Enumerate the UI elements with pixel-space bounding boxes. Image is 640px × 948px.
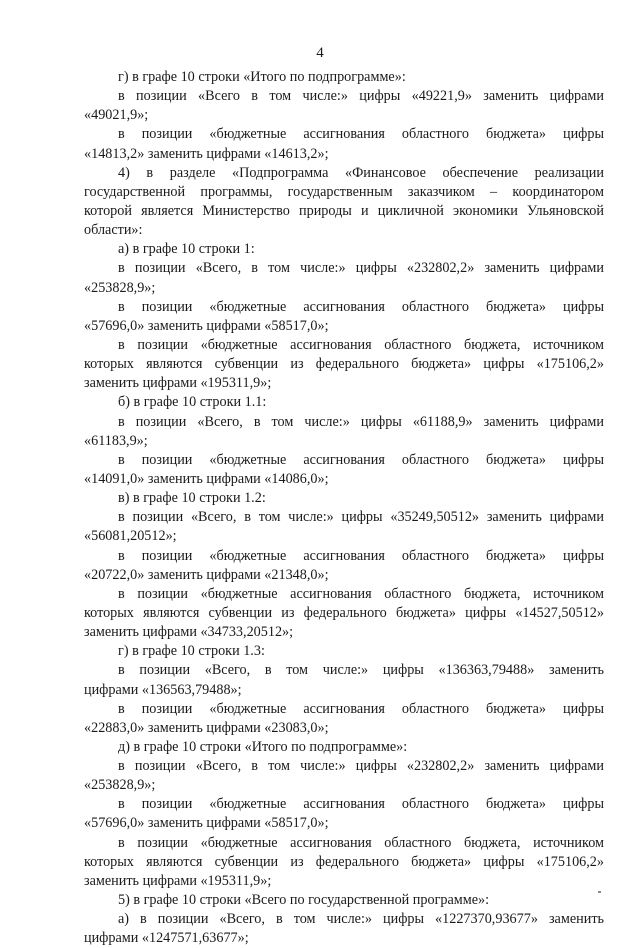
text-line: которых являются субвенции из федерального бюджета» цифры «14527,50512» <box>84 604 604 621</box>
text-line: «253828,9»; <box>84 777 156 794</box>
text-line: «22883,0» заменить цифрами «23083,0»; <box>84 719 329 736</box>
text-line: б) в графе 10 строки 1.1: <box>118 394 267 411</box>
text-line: цифрами «1247571,63677»; <box>84 930 249 947</box>
text-line: в позиции «бюджетные ассигнования областного бюджета» цифры <box>118 298 604 315</box>
text-line: в позиции «Всего, в том числе:» цифры «232802,2» заменить цифрами <box>118 758 604 775</box>
text-line: области»: <box>84 222 143 239</box>
text-line: «57696,0» заменить цифрами «58517,0»; <box>84 815 329 832</box>
text-line: в позиции «бюджетные ассигнования областного бюджета» цифры <box>118 796 604 813</box>
text-line: «14813,2» заменить цифрами «14613,2»; <box>84 145 329 162</box>
text-line: заменить цифрами «195311,9»; <box>84 872 272 889</box>
scan-speck <box>598 891 601 893</box>
text-line: в) в графе 10 строки 1.2: <box>118 490 266 507</box>
text-line: «57696,0» заменить цифрами «58517,0»; <box>84 317 329 334</box>
text-line: а) в позиции «Всего, в том числе:» цифры «1227370,93677» заменить <box>118 911 604 928</box>
text-line: которых являются субвенции из федерального бюджета» цифры «175106,2» <box>84 356 604 373</box>
document-body <box>84 68 604 948</box>
text-line: «61183,9»; <box>84 432 148 449</box>
text-line: в позиции «бюджетные ассигнования областного бюджета» цифры <box>118 700 604 717</box>
text-line: г) в графе 10 строки «Итого по подпрограмме»: <box>118 69 406 85</box>
text-line: заменить цифрами «195311,9»; <box>84 375 272 392</box>
text-line: в позиции «Всего, в том числе:» цифры «136363,79488» заменить <box>118 662 604 679</box>
text-line: д) в графе 10 строки «Итого по подпрограмме»: <box>118 738 408 755</box>
text-line: г) в графе 10 строки 1.3: <box>118 643 265 660</box>
text-line: в позиции «Всего, в том числе:» цифры «232802,2» заменить цифрами <box>118 260 604 277</box>
text-line: цифрами «136563,79488»; <box>84 681 242 698</box>
text-line: в позиции «Всего в том числе:» цифры «49221,9» заменить цифрами <box>118 88 604 105</box>
text-line: «56081,20512»; <box>84 528 177 545</box>
text-line: которых являются субвенции из федерального бюджета» цифры «175106,2» <box>84 853 604 870</box>
text-line: в позиции «бюджетные ассигнования областного бюджета» цифры <box>118 547 604 564</box>
text-line: а) в графе 10 строки 1: <box>118 241 255 258</box>
text-line: заменить цифрами «34733,20512»; <box>84 624 294 641</box>
text-line: в позиции «бюджетные ассигнования областного бюджета» цифры <box>118 126 604 143</box>
page-number: 4 <box>316 45 324 61</box>
text-line: в позиции «Всего, в том числе:» цифры «61188,9» заменить цифрами <box>118 413 604 430</box>
text-line: 5) в графе 10 строки «Всего по государственной программе»: <box>118 892 490 909</box>
text-line: в позиции «бюджетные ассигнования областного бюджета, источником <box>118 834 604 851</box>
text-line: «49021,9»; <box>84 107 149 124</box>
text-line: 4) в разделе «Подпрограмма «Финансовое обеспечение реализации <box>118 164 604 181</box>
text-line: которой является Министерство природы и цикличной экономики Ульяновской <box>84 202 604 219</box>
text-line: в позиции «Всего, в том числе:» цифры «35249,50512» заменить цифрами <box>118 509 604 526</box>
text-line: в позиции «бюджетные ассигнования областного бюджета, источником <box>118 585 604 602</box>
text-line: в позиции «бюджетные ассигнования областного бюджета» цифры <box>118 451 604 468</box>
text-line: «253828,9»; <box>84 279 156 296</box>
text-line: «14091,0» заменить цифрами «14086,0»; <box>84 470 329 487</box>
text-line: «20722,0» заменить цифрами «21348,0»; <box>84 566 329 583</box>
text-line: в позиции «бюджетные ассигнования областного бюджета, источником <box>118 336 604 353</box>
text-line: государственной программы, государственным заказчиком – координатором <box>84 183 604 200</box>
